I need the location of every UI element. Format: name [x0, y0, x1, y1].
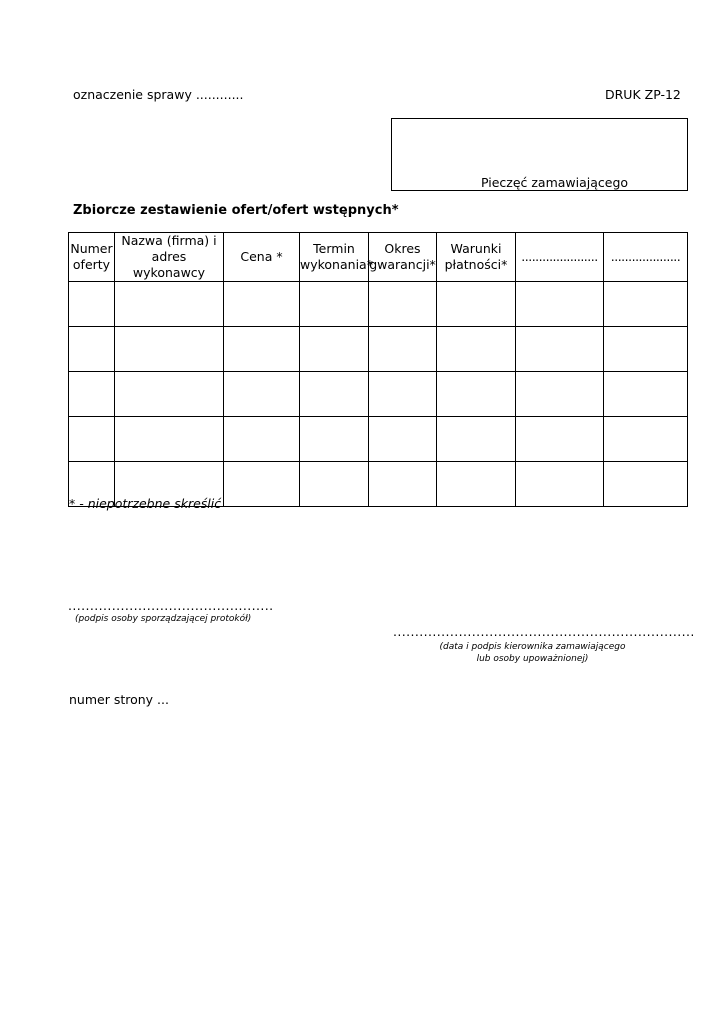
header-blank-1: ......................: [516, 233, 604, 282]
table-cell[interactable]: [437, 282, 516, 327]
table-cell[interactable]: [604, 417, 688, 462]
header-offer-number: Numer oferty: [69, 233, 115, 282]
header-payment-terms: Warunki płatności*: [437, 233, 516, 282]
table-row: [69, 372, 688, 417]
table-row: [69, 327, 688, 372]
table-row: [69, 417, 688, 462]
preparer-signature-caption: (podpis osoby sporządzającej protokół): [75, 614, 252, 624]
table-cell[interactable]: [516, 462, 604, 507]
manager-signature-line: .....................................................................: [393, 624, 695, 639]
header-price: Cena *: [224, 233, 300, 282]
table-cell[interactable]: [516, 417, 604, 462]
table-cell[interactable]: [516, 282, 604, 327]
table-cell[interactable]: [300, 327, 369, 372]
table-cell[interactable]: [69, 372, 115, 417]
table-cell[interactable]: [224, 417, 300, 462]
table-cell[interactable]: [369, 462, 437, 507]
header-blank-2: ....................: [604, 233, 688, 282]
table-cell[interactable]: [69, 282, 115, 327]
table-cell[interactable]: [437, 372, 516, 417]
table-header-row: [69, 233, 688, 282]
table-cell[interactable]: [224, 462, 300, 507]
table-cell[interactable]: [516, 327, 604, 372]
table-cell[interactable]: [69, 327, 115, 372]
table-body: [69, 282, 688, 507]
table-cell[interactable]: [604, 372, 688, 417]
stamp-label: Pieczęć zamawiającego: [480, 175, 629, 190]
table-cell[interactable]: [369, 372, 437, 417]
table-cell[interactable]: [369, 327, 437, 372]
table-cell[interactable]: [300, 417, 369, 462]
table-cell[interactable]: [224, 372, 300, 417]
table-cell[interactable]: [369, 282, 437, 327]
table-cell[interactable]: [115, 372, 224, 417]
header-deadline: Termin wykonania*: [300, 233, 369, 282]
table-row: [69, 282, 688, 327]
offers-table: [68, 232, 688, 507]
table-cell[interactable]: [604, 282, 688, 327]
header-warranty: Okres gwarancji*: [369, 233, 437, 282]
table-cell[interactable]: [224, 282, 300, 327]
manager-signature-caption: (data i podpis kierownika zamawiającego lub osoby upoważnionej): [439, 642, 626, 664]
table-cell[interactable]: [516, 372, 604, 417]
header-contractor: Nazwa (firma) i adres wykonawcy: [115, 233, 224, 282]
footnote: * - niepotrzebne skreślić: [69, 496, 222, 511]
stamp-box: [391, 118, 688, 191]
table-cell[interactable]: [300, 372, 369, 417]
table-cell[interactable]: [604, 462, 688, 507]
table-cell[interactable]: [300, 462, 369, 507]
table-cell[interactable]: [437, 462, 516, 507]
table-cell[interactable]: [69, 417, 115, 462]
table-cell[interactable]: [224, 327, 300, 372]
table-cell[interactable]: [115, 417, 224, 462]
table-cell[interactable]: [115, 327, 224, 372]
form-code: DRUK ZP-12: [605, 87, 681, 102]
table-cell[interactable]: [369, 417, 437, 462]
preparer-signature-line: ...............................................: [68, 598, 274, 613]
table-cell[interactable]: [437, 417, 516, 462]
table-cell[interactable]: [437, 327, 516, 372]
document-title: Zbiorcze zestawienie ofert/ofert wstępnych*: [73, 203, 399, 218]
page-number: numer strony ...: [69, 692, 169, 707]
table-cell[interactable]: [300, 282, 369, 327]
table-cell[interactable]: [604, 327, 688, 372]
table-cell[interactable]: [115, 282, 224, 327]
case-number-field: oznaczenie sprawy ............: [73, 87, 244, 102]
